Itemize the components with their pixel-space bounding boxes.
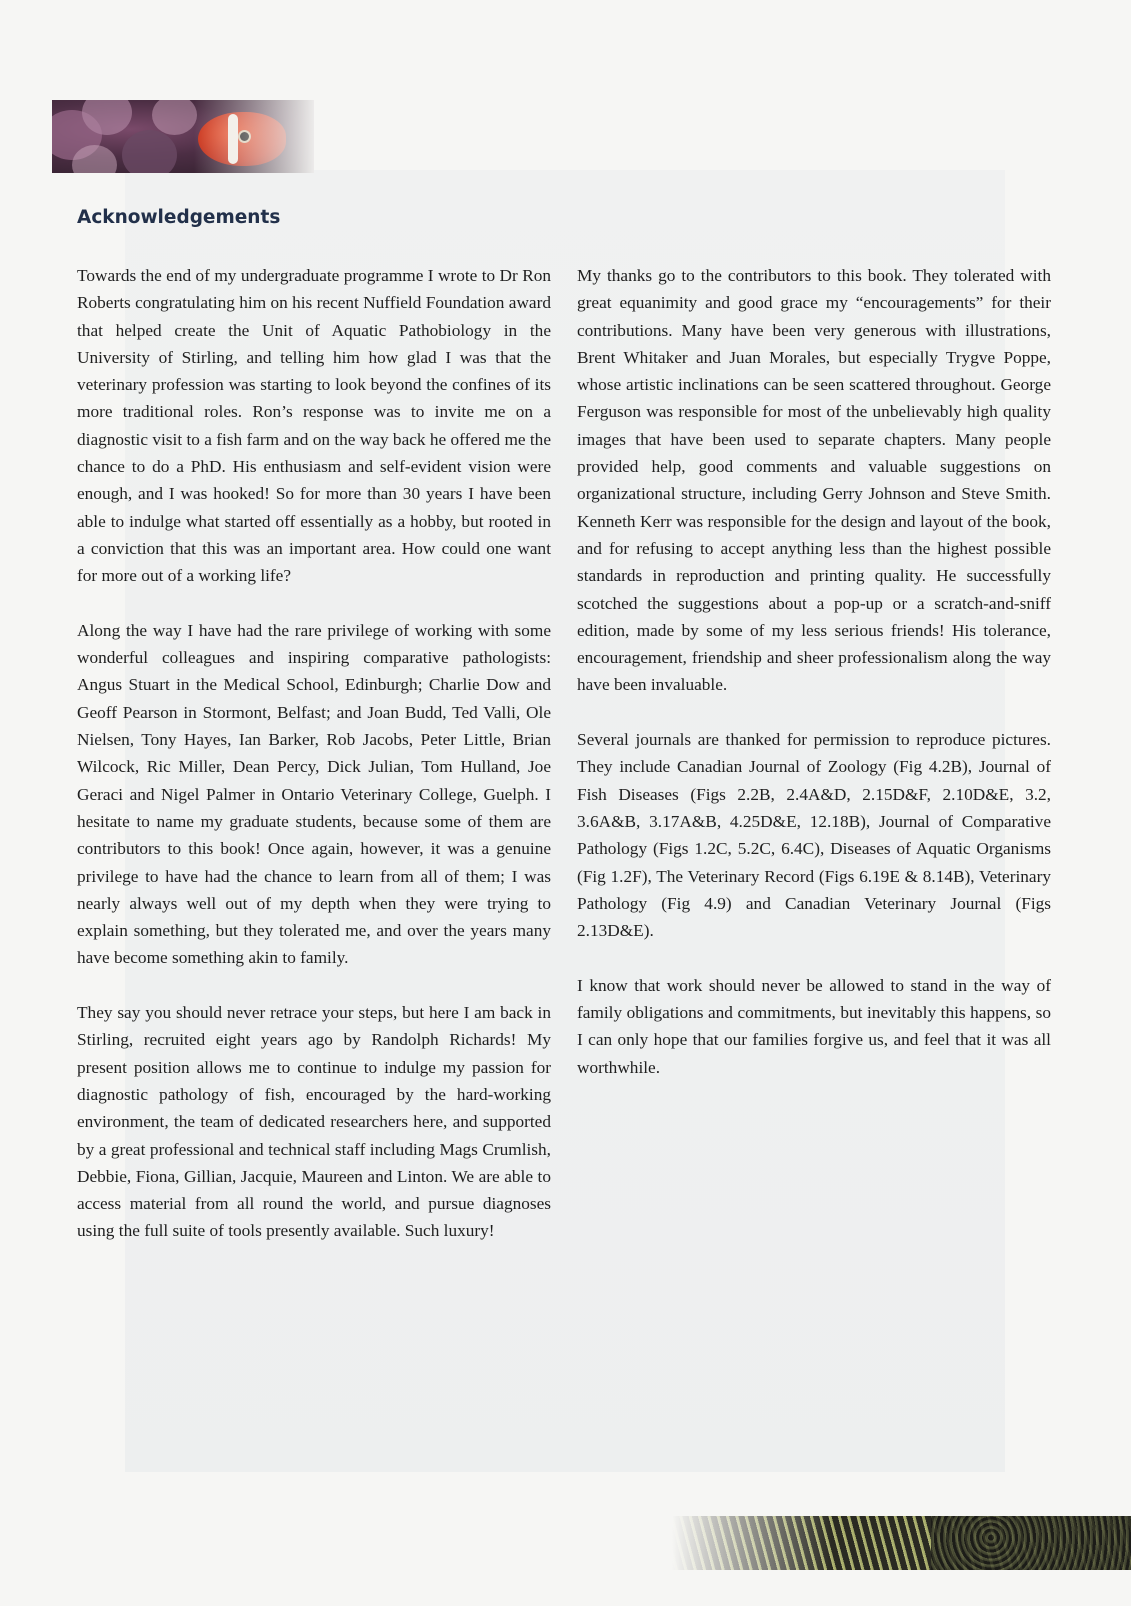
right-column [577, 262, 1051, 1108]
left-column [77, 262, 551, 1272]
paragraph: They say you should never retrace your steps, but here I am back in Stirling, recruited eight years ago by Randolph Richards! My present position allows me to continue to indulge my passion for diagnostic pathology of fish, encouraged by the hard-working environment, the team of dedicated researchers here, and supported by a great professional and technical staff including Mags Crumlish, Debbie, Fiona, Gillian, Jacquie, Maureen and Linton. We are able to access material from all round the world, and pursue diagnoses using the full suite of tools presently available. Such luxury! [77, 1003, 551, 1241]
paragraph: I know that work should never be allowed to stand in the way of family obligations and commitments, but inevitably this happens, so I can only hope that our families forgive us, and feel that it was all worthwhile. [577, 975, 1051, 1077]
paragraph: Several journals are thanked for permission to reproduce pictures. They include Canadian Journal of Zoology (Fig 4.2B), Journal of Fish Diseases (Figs 2.2B, 2.4A&D, 2.15D&F, 2.10D&E, 3.2, 3.6A&B, 3.17A&B, 4.25D&E, 12.18B), Journal of Comparative Pathology (Figs 1.2C, 5.2C, 6.4C), Diseases of Aquatic Organisms (Fig 1.2F), The Veterinary Record (Figs 6.19E & 8.14B), Veterinary Pathology (Fig 4.9) and Canadian Veterinary Journal (Figs 2.13D&E). [577, 730, 1051, 941]
paragraph: Along the way I have had the rare privilege of working with some wonderful colleagues and inspiring comparative pathologists: Angus Stuart in the Medical School, Edinburgh; Charlie Dow and Geoff Pearson in Stormont, Belfast; and Joan Budd, Ted Valli, Ole Nielsen, Tony Hayes, Ian Barker, Rob Jacobs, Peter Little, Brian Wilcock, Ric Miller, Dean Percy, Dick Julian, Tom Hulland, Joe Geraci and Nigel Palmer in Ontario Veterinary College, Guelph. I hesitate to name my graduate students, because some of them are contributors to this book! Once again, however, it was a genuine privilege to have had the chance to learn from all of them; I was nearly always well out of my depth when they were trying to explain something, but they tolerated me, and over the years many have become something akin to family. [77, 620, 551, 968]
paragraph: My thanks go to the contributors to this book. They tolerated with great equanimity and good grace my “encouragements” for their contributions. Many have been very generous with illustrations, Brent Whitaker and Juan Morales, but especially Trygve Poppe, whose artistic inclinations can be seen scattered throughout. George Ferguson was responsible for most of the unbelievably high quality images that have been used to separate chapters. Many people provided help, good comments and valuable suggestions on organizational structure, including Gerry Johnson and Steve Smith. Kenneth Kerr was responsible for the design and layout of the book, and for refusing to accept anything less than the highest possible standards in reproduction and printing quality. He successfully scotched the suggestions about a pop-up or a scratch-and-sniff edition, made by some of my less serious friends! His tolerance, encouragement, friendship and sheer professionalism along the way have been invaluable. [577, 266, 1051, 695]
footer-texture-image [672, 1516, 1131, 1570]
page-title: Acknowledgements [77, 207, 281, 228]
header-banner-image [52, 100, 314, 173]
paragraph: Towards the end of my undergraduate programme I wrote to Dr Ron Roberts congratulating him on his recent Nuffield Foundation award that helped create the Unit of Aquatic Pathobiology in the University of Stirling, and telling him how glad I was that the veterinary profession was starting to look beyond the confines of its more traditional roles. Ron’s response was to invite me on a diagnostic visit to a fish farm and on the way back he offered me the chance to do a PhD. His enthusiasm and self-evident vision were enough, and I was hooked! So for more than 30 years I have been able to indulge what started off essentially as a hobby, but rooted in a conviction that this was an important area. How could one want for more out of a working life? [77, 266, 551, 586]
